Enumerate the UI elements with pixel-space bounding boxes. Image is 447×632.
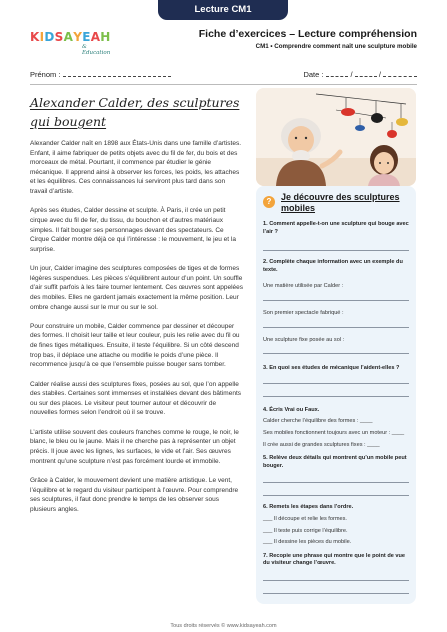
answer-line[interactable] bbox=[263, 300, 409, 301]
quiz-header bbox=[263, 192, 409, 213]
question-3: 3. En quoi ses études de mécanique l’aident-elles ? bbox=[263, 365, 400, 372]
date-field[interactable]: Date : / / bbox=[303, 70, 417, 79]
footer-copyright: Tous droits réservés © www.kidsayeah.com bbox=[170, 623, 277, 629]
quiz-panel bbox=[256, 186, 416, 604]
question-4: 4. Écris Vrai ou Faux. bbox=[263, 406, 320, 413]
answer-line[interactable] bbox=[263, 396, 409, 397]
story-title: Alexander Calder, des sculptures qui bougent bbox=[30, 95, 240, 129]
prenom-label: Prénom : bbox=[30, 70, 61, 79]
ordering-item[interactable]: ___ Il teste puis corrige l’équilibre. bbox=[263, 527, 348, 534]
true-false-item[interactable]: Calder cherche l’équilibre des formes : ____ bbox=[263, 418, 373, 425]
question-5: 5. Relève deux détails qui montrent qu’un mobile peut bouger. bbox=[263, 455, 407, 469]
prenom-field[interactable] bbox=[30, 70, 171, 79]
calder-illustration bbox=[256, 88, 416, 186]
answer-line[interactable] bbox=[263, 327, 409, 328]
true-false-item[interactable]: Ses mobiles fonctionnent toujours avec un moteur : ____ bbox=[263, 429, 405, 436]
ordering-item[interactable]: ___ Il découpe et relie les formes. bbox=[263, 515, 347, 522]
date-month-blank[interactable] bbox=[355, 70, 377, 77]
answer-line[interactable] bbox=[263, 580, 409, 581]
answer-line[interactable] bbox=[263, 593, 409, 594]
prenom-blank[interactable] bbox=[63, 70, 171, 77]
story-paragraph: Pour construire un mobile, Calder commence par dessiner et découper des formes. Il choisit leur taille et leur couleur, puis les relie avec du fil ou de fines tiges métalliques. Ensuite, il teste l’équilibre. Si un côté descend trop bas, il déplace une attache ou modifie le poids d’une pièce. Il recommence jusqu’à ce que l’ensemble puisse bouger sans tomber. bbox=[30, 322, 240, 369]
answer-line[interactable] bbox=[263, 250, 409, 251]
worksheet-subtitle: CM1 • Comprendre comment naît une sculpture mobile bbox=[255, 43, 417, 50]
true-false-item[interactable]: Il crée aussi de grandes sculptures fixes : ____ bbox=[263, 441, 380, 448]
question-mark-icon: ? bbox=[263, 196, 275, 208]
logo-subtitle: & Education bbox=[82, 44, 111, 56]
answer-line[interactable] bbox=[263, 383, 409, 384]
answer-line[interactable] bbox=[263, 353, 409, 354]
date-label: Date : bbox=[303, 70, 324, 79]
question-2: 2. Complète chaque information avec un exemple du texte. bbox=[263, 259, 403, 273]
story-paragraph: Après ses études, Calder dessine et sculpte. À Paris, il crée un petit cirque avec du fil de fer, du tissu, du bouchon et d’autres matériaux simples. Il fait bouger ses personnages devant des spectateurs. Ce Cirque Calder montre déjà ce qui l’intéresse : le mouvement, le jeu et la surprise. bbox=[30, 207, 236, 253]
question-7: 7. Recopie une phrase qui montre que le point de vue du visiteur change l’œuvre. bbox=[263, 552, 406, 567]
story-paragraph: Un jour, Calder imagine des sculptures composées de tiges et de formes légères suspendues. Les pièces s’équilibrent autour d’un point. Un souffle d’air suffit parfois à les faire tourner lentement. Ces œuvres sont appelées des mobiles. Elles ne gardent jamais exactement la même position. Leur ombre change aussi sur le mur ou sur le sol. bbox=[30, 265, 244, 311]
level-tab: Lecture CM1 bbox=[158, 0, 288, 20]
question-2-item: Une sculpture fixe posée au sol : bbox=[263, 336, 345, 343]
date-year-blank[interactable] bbox=[383, 70, 417, 77]
question-1: 1. Comment appelle-t-on une sculpture qui bouge avec l’air ? bbox=[263, 221, 409, 235]
story-text bbox=[30, 139, 244, 524]
logo-wordmark: K I D S A Y E A H bbox=[30, 30, 111, 44]
answer-line[interactable] bbox=[263, 495, 409, 496]
story-paragraph: Alexander Calder naît en 1898 aux États-Unis dans une famille d’artistes. Enfant, il aime fabriquer de petits objets avec du fil de fer, du bois et des morceaux de métal. Pourtant, il commence par étudier le génie mécanique. Il apprend ainsi à observer les forces, les poids, les attaches et les équilibres. Ces connaissances lui serviront plus tard dans son travail d’artiste. bbox=[30, 140, 242, 195]
worksheet-title: Fiche d’exercices – Lecture compréhension bbox=[198, 28, 417, 40]
story-paragraph: Calder réalise aussi des sculptures fixes, posées au sol, que l’on appelle des stabiles. Certaines sont immenses et installées devant des bâtiments ou sur des places. Le visiteur peut tourner autour et découvrir de nouvelles formes selon l’endroit où il se trouve. bbox=[30, 380, 241, 417]
header-divider bbox=[30, 84, 417, 85]
illustration-svg bbox=[256, 88, 416, 186]
question-2-item: Son premier spectacle fabriqué : bbox=[263, 309, 344, 316]
quiz-title: Je découvre des sculptures mobiles bbox=[281, 192, 400, 213]
question-2-item: Une matière utilisée par Calder : bbox=[263, 283, 344, 290]
answer-line[interactable] bbox=[263, 482, 409, 483]
date-day-blank[interactable] bbox=[326, 70, 348, 77]
brand-logo bbox=[30, 30, 114, 56]
story-paragraph: L’artiste utilise souvent des couleurs franches comme le rouge, le noir, le blanc, le bleu ou le jaune. Mais il ne cherche pas à représenter un objet précis. Il joue avec les lignes, les surfaces, le vide et l’air. Ses œuvres montrent qu’une sculpture n’est pas forcément lourde et immobile. bbox=[30, 428, 239, 465]
ordering-item[interactable]: ___ Il dessine les pièces du mobile. bbox=[263, 539, 352, 546]
question-6: 6. Remets les étapes dans l’ordre. bbox=[263, 504, 354, 511]
story-paragraph: Grâce à Calder, le mouvement devient une matière artistique. Le vent, l’équilibre et le regard du visiteur participent à l’œuvre. Pour comprendre ses sculptures, il faut donc prendre le temps de les observer sous plusieurs angles. bbox=[30, 477, 239, 513]
